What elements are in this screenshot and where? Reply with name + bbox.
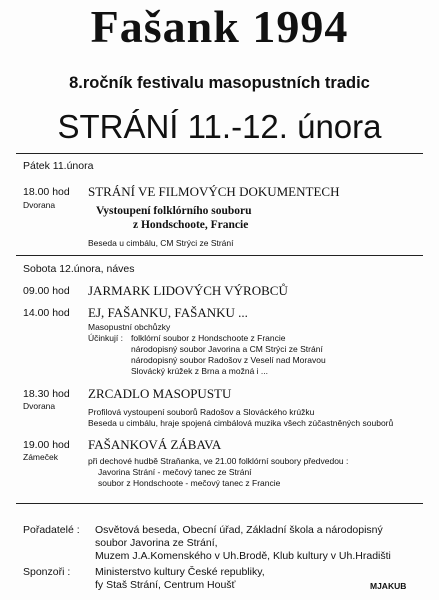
author-signature: MJAKUB	[370, 581, 407, 591]
event-time: 18.00 hod	[23, 186, 70, 198]
event-venue: Dvorana	[23, 401, 56, 411]
event-note: při dechové hudbě Straňanka, ve 21.00 folklórní soubory předvedou :	[88, 456, 349, 466]
event-title: ZRCADLO MASOPUSTU	[88, 386, 232, 401]
event-venue: Dvorana	[23, 200, 56, 210]
event-note: Beseda u cimbálu, hraje spojená cimbálová muzika všech zúčastněných souborů	[88, 418, 394, 428]
event-note: Masopustní obchůzky	[88, 322, 171, 332]
place-and-date: STRÁNÍ 11.-12. února	[57, 108, 382, 145]
event-title: EJ, FAŠANKU, FAŠANKU ...	[88, 305, 248, 320]
event-note: Javorina Strání - mečový tanec ze Strání	[98, 467, 252, 477]
event-note: Profilová vystoupení souborů Radošov a Slováckého krúžku	[88, 407, 315, 417]
event-time: 14.00 hod	[23, 307, 70, 319]
sponsors-label: Sponzoři :	[23, 566, 71, 578]
event-venue: Zámeček	[23, 452, 58, 462]
event-title: JARMARK LIDOVÝCH VÝROBCŮ	[88, 283, 288, 298]
performer-item: národopisný soubor Javorina a CM Strýci ze Strání	[131, 344, 323, 354]
event-title: STRÁNÍ VE FILMOVÝCH DOKUMENTECH	[88, 184, 340, 199]
event-note: soubor z Hondschoote - mečový tanec z Francie	[98, 478, 281, 488]
divider-friday	[16, 255, 423, 256]
performer-item: folklórní soubor z Hondschoote z Francie	[131, 333, 286, 343]
day-label-friday: Pátek 11.února	[23, 160, 94, 172]
sponsors-line: fy Staš Strání, Centrum Houšť	[95, 579, 236, 591]
organizers-line: Osvětová beseda, Obecní úřad, Základní škola a národopisný	[95, 524, 383, 536]
event-title: FAŠANKOVÁ ZÁBAVA	[88, 437, 222, 452]
event-time: 19.00 hod	[23, 439, 70, 451]
event-time: 09.00 hod	[23, 285, 70, 297]
performers-label: Účinkují :	[88, 333, 123, 343]
day-label-saturday: Sobota 12.února, náves	[23, 263, 135, 275]
sponsors-line: Ministerstvo kultury České republiky,	[95, 566, 265, 578]
organizers-line: soubor Javorina ze Strání,	[95, 537, 218, 549]
divider-bottom	[16, 503, 423, 504]
event-note: Beseda u cimbálu, CM Strýci ze Strání	[88, 238, 234, 248]
poster-subtitle: 8.ročník festivalu masopustních tradic	[69, 74, 370, 92]
organizers-line: Muzem J.A.Komenského v Uh.Brodě, Klub kultury v Uh.Hradišti	[95, 550, 391, 562]
performer-item: Slovácký krúžek z Brna a možná i ...	[131, 366, 268, 376]
organizers-label: Pořadatelé :	[23, 524, 80, 536]
event-time: 18.30 hod	[23, 388, 70, 400]
event-bold-line: z Hondschoote, Francie	[133, 219, 249, 231]
event-bold-line: Vystoupení folklórního souboru	[96, 205, 252, 217]
performer-item: národopisný soubor Radošov z Veselí nad Moravou	[131, 355, 326, 365]
poster-title: Fašank 1994	[90, 1, 349, 52]
divider-top	[16, 153, 423, 154]
